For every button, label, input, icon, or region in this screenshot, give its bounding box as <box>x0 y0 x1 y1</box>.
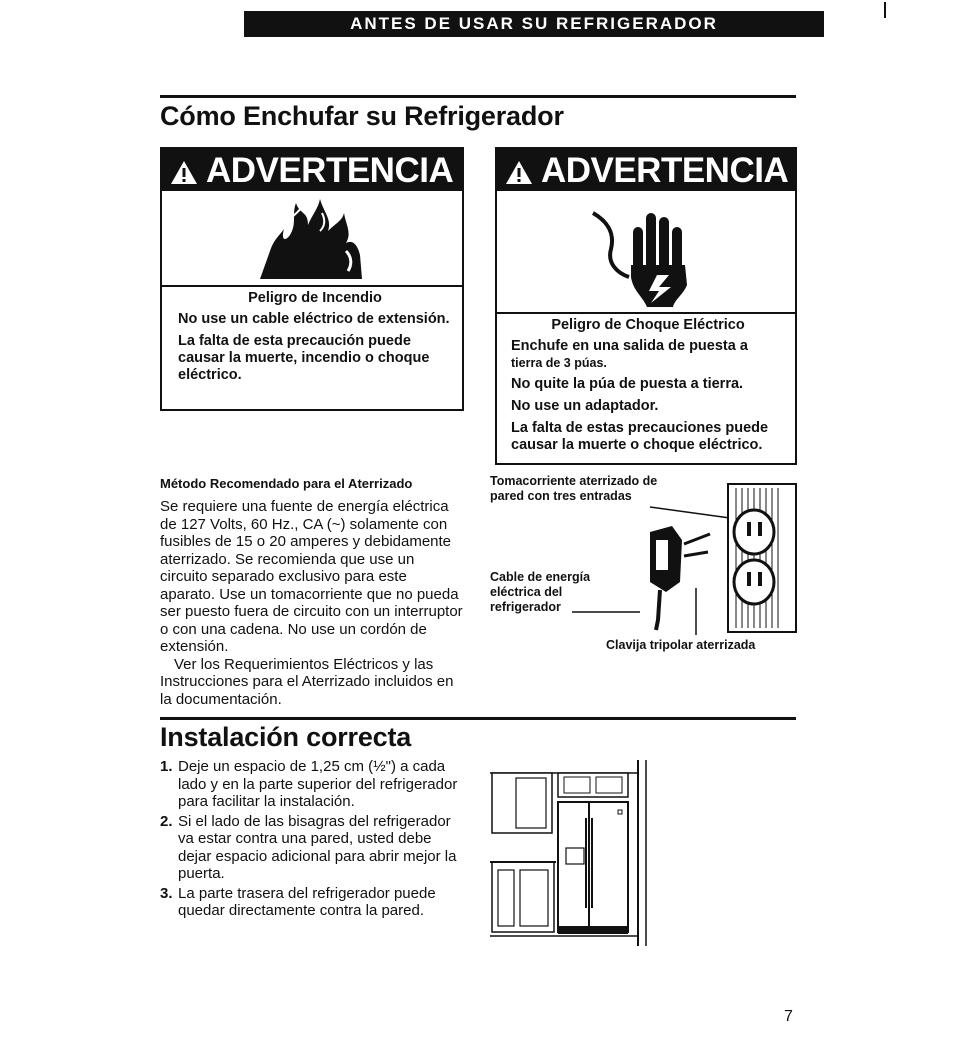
outlet-label: Tomacorriente aterrizado de pared con tres entradas <box>490 474 658 503</box>
section1-rule <box>160 95 796 98</box>
list-item: 1. Deje un espacio de 1,25 cm (½") a cada lado y en la parte superior del refrigerador para facilitar la instalación. <box>160 758 458 810</box>
refrigerator-installation-illustration <box>490 758 650 948</box>
fire-icon <box>162 191 462 285</box>
section-header-bar: ANTES DE USAR SU REFRIGERADOR <box>244 11 824 37</box>
list-item: 2. Si el lado de las bisagras del refrigerador va estar contra una pared, usted debe dejar espacio adicional para abrir mejor la puerta. <box>160 812 457 882</box>
warning-heading: ADVERTENCIA <box>497 149 795 191</box>
warning-line: La falta de esta precaución puede causar la muerte, incendio o choque eléctrico. <box>178 333 430 383</box>
installation-steps <box>160 758 460 922</box>
warning-triangle-icon <box>170 151 206 190</box>
section1-title: Cómo Enchufar su Refrigerador <box>160 101 564 131</box>
warning-line: La falta de estas precauciones puede causar la muerte o choque eléctrico. <box>511 420 769 453</box>
wall-outlet-illustration <box>490 470 800 640</box>
grounding-text <box>160 498 465 708</box>
fire-hazard-pictogram <box>162 191 462 287</box>
electric-shock-hand-icon <box>497 191 795 312</box>
warning-line: No use un adaptador. <box>511 398 659 414</box>
warning-heading: ADVERTENCIA <box>162 149 462 191</box>
warning-line: tierra de 3 púas. <box>511 356 607 370</box>
warning-text-fire <box>162 287 462 384</box>
grounding-subtitle: Método Recomendado para el Aterrizado <box>160 476 413 491</box>
warning-triangle-icon <box>505 151 541 190</box>
warning-line: No quite la púa de puesta a tierra. <box>511 376 744 392</box>
grounding-paragraph: Ver los Requerimientos Eléctricos y las Instrucciones para el Aterrizado incluidos en la documentación. <box>160 655 454 708</box>
warning-text-shock <box>497 314 795 454</box>
hazard-label: Peligro de Choque Eléctrico <box>551 317 745 333</box>
warning-line: Enchufe en una salida de puesta a <box>511 338 748 354</box>
warning-box-shock <box>495 147 797 465</box>
grounding-paragraph: Se requiere una fuente de energía eléctrica de 127 Volts, 60 Hz., CA (~) solamente con fusibles de 15 o 20 amperes y debidamente aterrizado. Se recomienda que use un circuito separado exclusivo para este aparato. Use un tomacorriente que no pueda ser puesto fuera de circuito con un interruptor o con una cadena. No use un cordón de extensión. <box>160 498 463 655</box>
hazard-label: Peligro de Incendio <box>248 290 382 306</box>
section2-title: Instalación correcta <box>160 722 412 752</box>
section2-rule <box>160 717 796 720</box>
warning-box-fire <box>160 147 464 411</box>
plug-label: Clavija tripolar aterrizada <box>606 638 756 652</box>
warning-line: No use un cable eléctrico de extensión. <box>178 311 450 327</box>
list-item: 3. La parte trasera del refrigerador puede quedar directamente contra la pared. <box>160 884 436 919</box>
outlet-plug-figure <box>490 470 800 660</box>
shock-hazard-pictogram <box>497 191 795 314</box>
page-number: 7 <box>784 1008 793 1025</box>
cord-label: Cable de energía eléctrica del refrigerador <box>490 570 591 614</box>
margin-mark <box>884 2 886 18</box>
